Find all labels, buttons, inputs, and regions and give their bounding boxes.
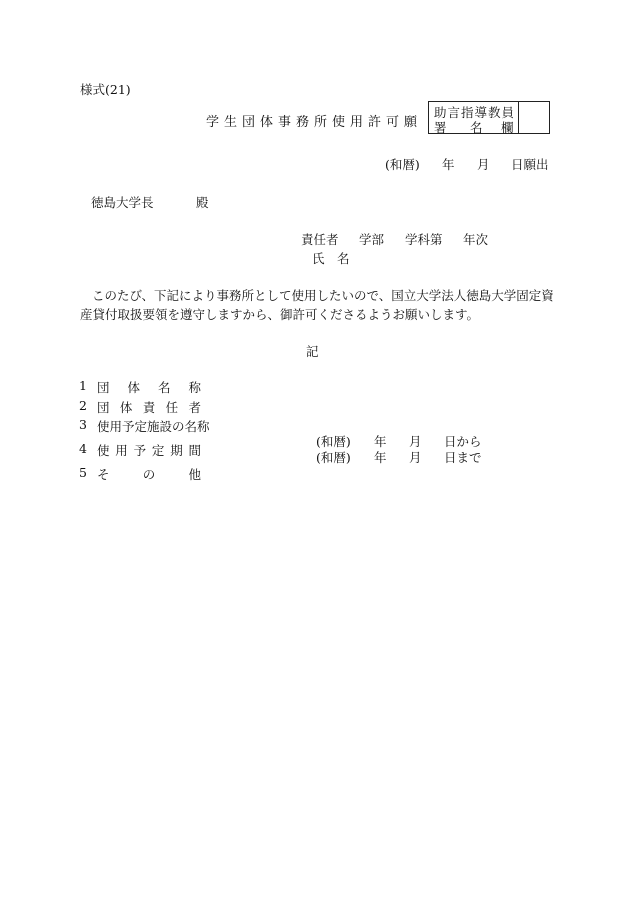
- date-era: (和暦): [385, 157, 420, 172]
- item-1-number: 1: [79, 378, 87, 393]
- applicant-faculty: 学部: [359, 232, 385, 247]
- advisor-label-line1: 助言指導教員: [434, 105, 516, 120]
- advisor-label-char-2: 名: [470, 120, 484, 135]
- item-4-number: 4: [79, 441, 87, 456]
- item-2-number: 2: [79, 398, 87, 413]
- applicant-role: 責任者: [301, 232, 339, 247]
- advisor-signature-box: [428, 101, 550, 134]
- advisor-signature-field[interactable]: [519, 102, 549, 133]
- item-1-label: 団 体 名 称: [97, 380, 201, 395]
- addressee-honorific: 殿: [196, 195, 209, 210]
- item-5-label: そ の 他: [97, 467, 201, 482]
- date-month: 月: [477, 157, 490, 172]
- item-3-label: 使用予定施設の名称: [97, 419, 210, 434]
- period-to-day: 日まで: [444, 450, 482, 465]
- advisor-label-char-1: 署: [434, 120, 448, 135]
- ki-heading: 記: [306, 344, 319, 359]
- period-to-month: 月: [409, 450, 422, 465]
- period-to-era: (和暦): [316, 450, 351, 465]
- applicant-grade: 年次: [463, 232, 489, 247]
- advisor-label-char-3: 欄: [501, 120, 515, 135]
- form-number: 様式(21): [80, 82, 131, 97]
- item-5-number: 5: [79, 465, 87, 480]
- applicant-name-char-2: 名: [337, 251, 350, 266]
- addressee-name: 徳島大学長: [91, 195, 154, 210]
- applicant-department: 学科第: [405, 232, 443, 247]
- item-4-label: 使 用 予 定 期 間: [97, 443, 201, 458]
- period-from-day: 日から: [444, 434, 482, 449]
- request-paragraph: このたび、下記により事務所として使用したいので、国立大学法人徳島大学固定資産貸付取扱要領を遵守しますから、御許可くださるようお願いします。: [80, 288, 554, 322]
- applicant-name-char-1: 氏: [312, 251, 325, 266]
- date-year: 年: [442, 157, 455, 172]
- period-from-month: 月: [409, 434, 422, 449]
- period-to-year: 年: [374, 450, 387, 465]
- document-title: 学生団体事務所使用許可願: [206, 115, 423, 130]
- item-3-number: 3: [79, 417, 87, 432]
- item-2-label: 団 体 責 任 者: [97, 400, 201, 415]
- period-from-era: (和暦): [316, 434, 351, 449]
- advisor-label-cell: [429, 102, 519, 133]
- date-day: 日願出: [511, 157, 549, 172]
- period-from-year: 年: [374, 434, 387, 449]
